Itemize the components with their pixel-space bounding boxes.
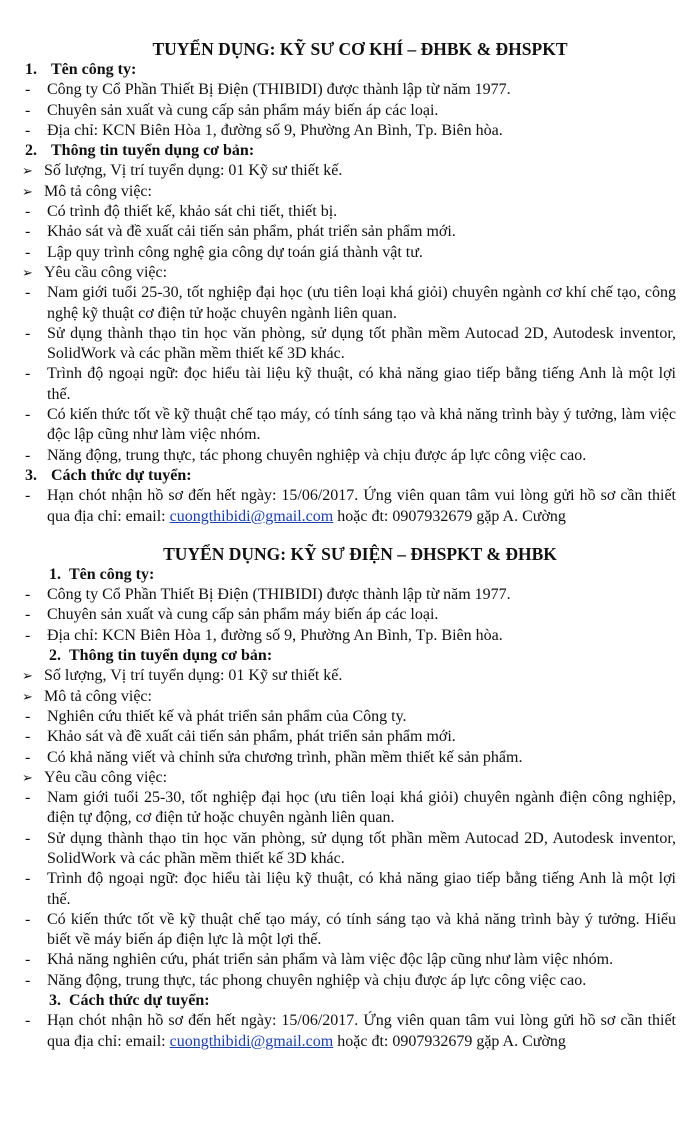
post2-req-label bbox=[0, 768, 700, 788]
line-text: Trình độ ngoại ngữ: đọc hiểu tài liệu kỹ thuật, có khả năng giao tiếp bằng tiếng Anh là một lợi thế. bbox=[47, 870, 676, 908]
post1-company-line-3 bbox=[0, 121, 700, 141]
dash-bullet: - bbox=[25, 81, 31, 99]
line-text: Số lượng, Vị trí tuyển dụng: 01 Kỹ sư thiết kế. bbox=[44, 667, 343, 685]
post1-req-label bbox=[0, 263, 700, 283]
apply-text-end: hoặc đt: 0907932679 gặp A. Cường bbox=[333, 1032, 566, 1050]
dash-bullet: - bbox=[25, 284, 31, 302]
post2-desc-2 bbox=[0, 727, 700, 747]
post2-quantity bbox=[0, 666, 700, 686]
post1-section-1-heading bbox=[0, 60, 700, 80]
line-text: Khảo sát và đề xuất cải tiến sản phẩm, phát triển sản phẩm mới. bbox=[47, 223, 456, 241]
post2-req-6 bbox=[0, 971, 700, 991]
post2-req-2 bbox=[0, 829, 700, 870]
dash-bullet: - bbox=[25, 121, 31, 139]
section-number: 1. bbox=[25, 61, 37, 78]
post1-desc-3 bbox=[0, 243, 700, 263]
dash-bullet: - bbox=[25, 971, 31, 989]
post1-desc-2 bbox=[0, 222, 700, 242]
post1-apply-info bbox=[0, 486, 700, 527]
arrow-bullet-icon: ➢ bbox=[22, 183, 33, 199]
apply-text-start: Hạn chót nhận hồ sơ đến hết ngày: 15/06/2017. Ứng viên quan tâm vui lòng gửi hồ sơ cần thiết qua địa chỉ: email: bbox=[47, 1012, 676, 1050]
line-text: Nam giới tuổi 25-30, tốt nghiệp đại học (ưu tiên loại khá giỏi) chuyên ngành cơ khí chế tạo, công nghệ kỹ thuật cơ điện tử hoặc chuyên ngành liên quan. bbox=[47, 284, 676, 322]
line-text: Có trình độ thiết kế, khảo sát chi tiết, thiết bị. bbox=[47, 203, 338, 221]
dash-bullet: - bbox=[25, 951, 31, 969]
arrow-bullet-icon: ➢ bbox=[22, 769, 33, 785]
dash-bullet: - bbox=[25, 748, 31, 766]
email-link[interactable]: cuongthibidi@gmail.com bbox=[169, 507, 334, 525]
dash-bullet: - bbox=[25, 324, 31, 342]
post2-company-line-2 bbox=[0, 605, 700, 625]
post1-desc-1 bbox=[0, 202, 700, 222]
post2-title: TUYỂN DỤNG: KỸ SƯ ĐIỆN – ĐHSPKT & ĐHBK bbox=[163, 543, 557, 564]
line-text: Năng động, trung thực, tác phong chuyên nghiệp và chịu được áp lực công việc cao. bbox=[47, 971, 587, 989]
section-gap bbox=[0, 527, 700, 543]
arrow-bullet-icon: ➢ bbox=[22, 163, 33, 179]
dash-bullet: - bbox=[25, 626, 31, 644]
line-text: Công ty Cổ Phần Thiết Bị Điện (THIBIDI) được thành lập từ năm 1977. bbox=[47, 586, 511, 604]
dash-bullet: - bbox=[25, 446, 31, 464]
dash-bullet: - bbox=[25, 586, 31, 604]
line-text: Có kiến thức tốt về kỹ thuật chế tạo máy, có tính sáng tạo và khả năng trình bày ý tưởng, làm việc độc lập cũng như làm việc nhóm. bbox=[47, 406, 676, 444]
line-text: Địa chỉ: KCN Biên Hòa 1, đường số 9, Phường An Bình, Tp. Biên hòa. bbox=[47, 626, 503, 644]
section-number: 2. bbox=[49, 647, 61, 665]
post1-company-line-1 bbox=[0, 80, 700, 100]
dash-bullet: - bbox=[25, 606, 31, 624]
post2-section-3-heading bbox=[0, 991, 700, 1011]
dash-bullet: - bbox=[25, 789, 31, 807]
dash-bullet: - bbox=[25, 910, 31, 928]
line-text: Yêu cầu công việc: bbox=[44, 263, 168, 281]
section-number: 1. bbox=[49, 565, 61, 583]
line-text: Số lượng, Vị trí tuyển dụng: 01 Kỹ sư thiết kế. bbox=[44, 162, 343, 180]
dash-bullet: - bbox=[25, 365, 31, 383]
post1-req-1 bbox=[0, 283, 700, 324]
dash-bullet: - bbox=[25, 829, 31, 847]
line-text: Có kiến thức tốt về kỹ thuật chế tạo máy, có tính sáng tạo và khả năng trình bày ý tưởng. Hiểu biết về máy biến áp điện lực là một lợi thế. bbox=[47, 910, 676, 949]
section-number: 2. bbox=[25, 142, 37, 160]
line-text: Nam giới tuổi 25-30, tốt nghiệp đại học (ưu tiên loại khá giỏi) chuyên ngành điện công nghiệp, điện tự động, cơ điện tử hoặc chuyên ngành liên quan. bbox=[47, 789, 676, 827]
post1-desc-label bbox=[0, 182, 700, 202]
post1-req-2 bbox=[0, 324, 700, 365]
post2-desc-3 bbox=[0, 748, 700, 768]
apply-text-start: Hạn chót nhận hồ sơ đến hết ngày: 15/06/2017. Ứng viên quan tâm vui lòng gửi hồ sơ cần thiết qua địa chỉ: email: bbox=[47, 487, 676, 525]
post2-desc-label bbox=[0, 687, 700, 707]
apply-text-end: hoặc đt: 0907932679 gặp A. Cường bbox=[333, 507, 566, 525]
dash-bullet: - bbox=[25, 223, 31, 241]
post1-req-4 bbox=[0, 405, 700, 446]
dash-bullet: - bbox=[25, 406, 31, 424]
arrow-bullet-icon: ➢ bbox=[22, 264, 33, 280]
section-title: Tên công ty: bbox=[69, 565, 155, 583]
section-title: Thông tin tuyển dụng cơ bản: bbox=[69, 647, 273, 665]
post1-company-line-2 bbox=[0, 101, 700, 121]
post1-title: TUYỂN DỤNG: KỸ SƯ CƠ KHÍ – ĐHBK & ĐHSPKT bbox=[152, 39, 568, 59]
post2-req-5 bbox=[0, 950, 700, 970]
email-link[interactable]: cuongthibidi@gmail.com bbox=[169, 1032, 334, 1050]
line-text: Khả năng nghiên cứu, phát triển sản phẩm và làm việc độc lập cũng như làm việc nhóm. bbox=[47, 951, 614, 969]
post2-req-3 bbox=[0, 869, 700, 910]
post2-company-line-1 bbox=[0, 585, 700, 605]
section-title: Cách thức dự tuyển: bbox=[51, 466, 192, 484]
line-text: Mô tả công việc: bbox=[44, 182, 152, 200]
line-text: Mô tả công việc: bbox=[44, 687, 152, 705]
line-text: Chuyên sản xuất và cung cấp sản phẩm máy biến áp các loại. bbox=[47, 606, 439, 624]
post2-req-1 bbox=[0, 788, 700, 829]
dash-bullet: - bbox=[25, 870, 31, 888]
section-number: 3. bbox=[25, 466, 37, 484]
section-title: Cách thức dự tuyển: bbox=[69, 992, 210, 1010]
line-text: Sử dụng thành thạo tin học văn phòng, sử dụng tốt phần mềm Autocad 2D, Autodesk inventor, SolidWork và các phần mềm thiết kế 3D khác. bbox=[47, 829, 676, 867]
post1-section-3-heading bbox=[0, 466, 700, 486]
post2-apply-info bbox=[0, 1011, 700, 1052]
post1-req-5 bbox=[0, 446, 700, 466]
dash-bullet: - bbox=[25, 243, 31, 261]
line-text: Địa chỉ: KCN Biên Hòa 1, đường số 9, Phường An Bình, Tp. Biên hòa. bbox=[47, 121, 503, 139]
dash-bullet: - bbox=[25, 728, 31, 746]
line-text: Nghiên cứu thiết kế và phát triển sản phẩm của Công ty. bbox=[47, 707, 407, 725]
line-text: Có khả năng viết và chỉnh sửa chương trình, phần mềm thiết kế sản phẩm. bbox=[47, 748, 523, 766]
dash-bullet: - bbox=[25, 707, 31, 725]
line-text: Công ty Cổ Phần Thiết Bị Điện (THIBIDI) được thành lập từ năm 1977. bbox=[47, 81, 511, 99]
line-text: Sử dụng thành thạo tin học văn phòng, sử dụng tốt phần mềm Autocad 2D, Autodesk inventor, SolidWork và các phần mềm thiết kế 3D khác. bbox=[47, 324, 676, 363]
arrow-bullet-icon: ➢ bbox=[22, 668, 33, 684]
section-title: Thông tin tuyển dụng cơ bản: bbox=[51, 142, 255, 160]
post1-section-2-heading bbox=[0, 141, 700, 161]
section-number: 3. bbox=[49, 992, 61, 1010]
dash-bullet: - bbox=[25, 487, 31, 505]
line-text: Năng động, trung thực, tác phong chuyên nghiệp và chịu được áp lực công việc cao. bbox=[47, 446, 587, 464]
post2-section-1-heading bbox=[0, 565, 700, 585]
post2-desc-1 bbox=[0, 707, 700, 727]
post1-quantity bbox=[0, 161, 700, 181]
post2-section-2-heading bbox=[0, 646, 700, 666]
post1-req-3 bbox=[0, 364, 700, 405]
post2-req-4 bbox=[0, 910, 700, 951]
line-text: Yêu cầu công việc: bbox=[44, 768, 168, 786]
dash-bullet: - bbox=[25, 1012, 31, 1030]
section-title: Tên công ty: bbox=[51, 61, 137, 78]
dash-bullet: - bbox=[25, 101, 31, 119]
line-text: Lập quy trình công nghệ gia công dự toán giá thành vật tư. bbox=[47, 243, 423, 261]
line-text: Trình độ ngoại ngữ: đọc hiểu tài liệu kỹ thuật, có khả năng giao tiếp bằng tiếng Anh là một lợi thế. bbox=[47, 365, 676, 403]
line-text: Khảo sát và đề xuất cải tiến sản phẩm, phát triển sản phẩm mới. bbox=[47, 728, 456, 746]
arrow-bullet-icon: ➢ bbox=[22, 688, 33, 704]
line-text: Chuyên sản xuất và cung cấp sản phẩm máy biến áp các loại. bbox=[47, 101, 439, 119]
dash-bullet: - bbox=[25, 203, 31, 221]
post2-company-line-3 bbox=[0, 626, 700, 646]
